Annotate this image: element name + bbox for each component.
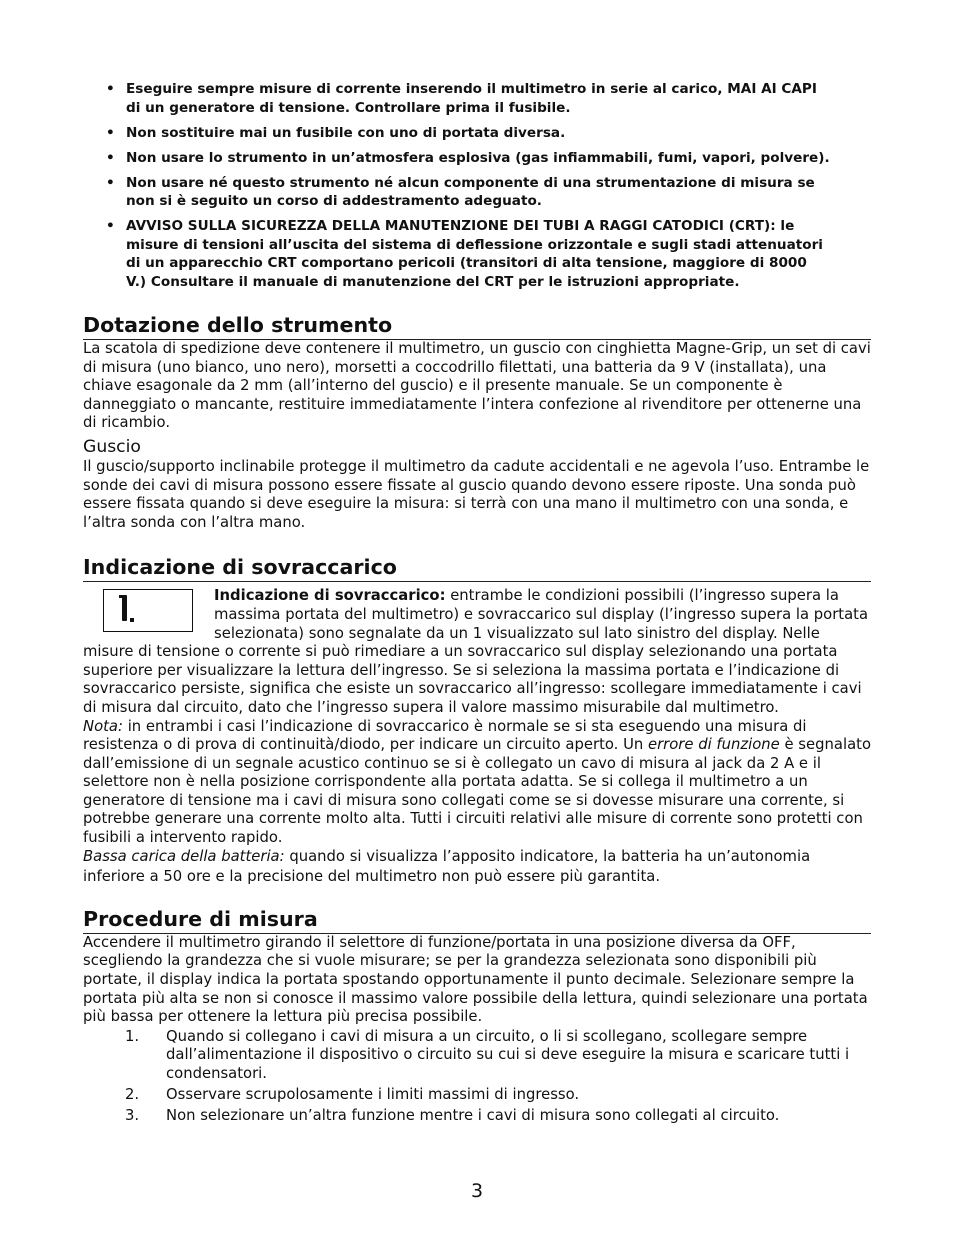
overload-text: entrambe le condizioni possibili (l’ingresso supera la massima portata del multimetro) e sovraccarico sul display (l’ingresso supera la portata selezionata) sono segnalate da un 1 visualizzato sul lato sinistro del display. Nelle misure di tensione o corrente si può rimediare a un sovraccarico sul display selezionando una portata superiore per visualizzare la lettura dell’ingresso. Se si seleziona la massima portata e l’indicazione di sovraccarico persiste, significa che esiste un sovraccarico all’ingresso: scollegare immediatamente i cavi di misura dal circuito, dato che l’ingresso supera il valore massimo misurabile dal multimetro. (83, 587, 869, 716)
warning-item: • Non usare né questo strumento né alcun componente di una strumentazione di misura se non si è seguito un corso di addestramento adeguato. (126, 174, 871, 211)
section-paragraph: La scatola di spedizione deve contenere il multimetro, un guscio con cinghietta Magne-Grip, un set di cavi di misura (uno bianco, uno nero), morsetti a coccodrillo filettati, una batteria da 9 V (installata), una chiave esagonale da 2 mm (all’interno del guscio) e il presente manuale. Se un componente è danneggiato o mancante, restituire immediatamente l’intera confezione al rivenditore per ottenerne una di ricambio. (83, 340, 871, 432)
section-paragraph: Accendere il multimetro girando il selettore di funzione/portata in una posizione diversa da OFF, scegliendo la grandezza che si vuole misurare; se per la grandezza selezionata sono disponibili più portate, il display indica la portata spostando opportunamente il punto decimale. Selezionare sempre la portata più alta se non si conosce il massimo valore possibile della lettura, quindi selezionare una portata più bassa per ottenere la lettura più precisa possibile. (83, 933, 868, 1026)
lcd-digit-one (122, 595, 127, 621)
safety-warning-list (83, 80, 871, 291)
section-sovraccarico (83, 554, 871, 887)
section-heading: Dotazione dello strumento (83, 312, 871, 340)
list-item (83, 1086, 871, 1105)
lcd-decimal-point (130, 618, 134, 622)
note-label: Nota: (83, 717, 123, 735)
section-dotazione (83, 312, 871, 532)
section-heading: Indicazione di sovraccarico (83, 554, 871, 582)
procedure-steps (83, 1028, 871, 1126)
warning-item: • AVVISO SULLA SICUREZZA DELLA MANUTENZIONE DEI TUBI A RAGGI CATODICI (CRT): le misure di tensioni all’uscita del sistema di deflessione orizzontale e sugli stadi attenuatori di un apparecchio CRT comportano pericoli (transitori di alta tensione, maggiore di 8000 V.) Consultare il manuale di manutenzione del CRT per le istruzioni appropriate. (126, 217, 871, 291)
section-heading: Procedure di misura (83, 906, 871, 934)
lcd-display-illustration (103, 589, 193, 632)
battery-text: quando si visualizza l’apposito indicatore, la batteria ha un’autonomia (284, 847, 811, 865)
note-emphasis: errore di funzione (647, 736, 780, 754)
section-procedure (83, 906, 871, 1126)
step-text: Quando si collegano i cavi di misura a un circuito, o li si scollegano, scollegare sempre dall’alimentazione il dispositivo o circuito su cui si deve eseguire la misura e scaricare tutti i condensatori. (166, 1027, 850, 1082)
warning-item: • Eseguire sempre misure di corrente inserendo il multimetro in serie al carico, MAI AI CAPI di un generatore di tensione. Controllare prima il fusibile. (126, 80, 871, 117)
section-paragraph: Il guscio/supporto inclinabile protegge il multimetro da cadute accidentali e ne agevola l’uso. Entrambe le sonde dei cavi di misura possono essere fissate al guscio quando devono essere riposte. Una sonda può essere fissata quando si deve eseguire la misura: si terrà con una mano il multimetro con una sonda, e l’altra sonda con l’altra mano. (83, 457, 870, 531)
battery-label: Bassa carica della batteria: (83, 847, 285, 865)
section-paragraph (83, 587, 871, 717)
step-number: 1. (125, 1027, 140, 1045)
overload-label: Indicazione di sovraccarico: (214, 587, 446, 605)
note-paragraph (83, 718, 871, 848)
note-text: è segnalato dall’emissione di un segnale acustico continuo se si è collegato un cavo di misura al jack da 2 A e il selettore non è nella posizione corrispondente alla portata adatta. Se si collega il multimetro a un generatore di tensione ma i cavi di misura sono collegati come se si dovesse misurare una corrente, si potrebbe generare una corrente molto alta. Tutti i circuiti relativi alle misure di corrente sono protetti con fusibili a intervento rapido. (83, 736, 871, 847)
overload-description (83, 587, 871, 887)
battery-paragraph (83, 848, 871, 867)
page-number: 3 (470, 1180, 484, 1202)
step-number: 3. (125, 1106, 140, 1124)
list-item (83, 1107, 871, 1126)
warning-item: • Non sostituire mai un fusibile con uno di portata diversa. (126, 124, 871, 143)
warning-item: • Non usare lo strumento in un’atmosfera esplosiva (gas infiammabili, fumi, vapori, polvere). (126, 149, 871, 168)
list-item (83, 1028, 871, 1084)
note-text: in entrambi i casi l’indicazione di sovraccarico è normale se si sta eseguendo una misura di resistenza o di prova di continuità/diodo, per indicare un circuito aperto. Un (83, 717, 807, 754)
step-text: Non selezionare un’altra funzione mentre i cavi di misura sono collegati al circuito. (166, 1106, 780, 1124)
subsection-heading: Guscio (83, 436, 141, 457)
battery-paragraph-continued: inferiore a 50 ore e la precisione del multimetro non può essere più garantita. (83, 868, 661, 886)
step-number: 2. (125, 1085, 140, 1103)
step-text: Osservare scrupolosamente i limiti massimi di ingresso. (166, 1085, 580, 1103)
page-content (83, 80, 871, 1128)
